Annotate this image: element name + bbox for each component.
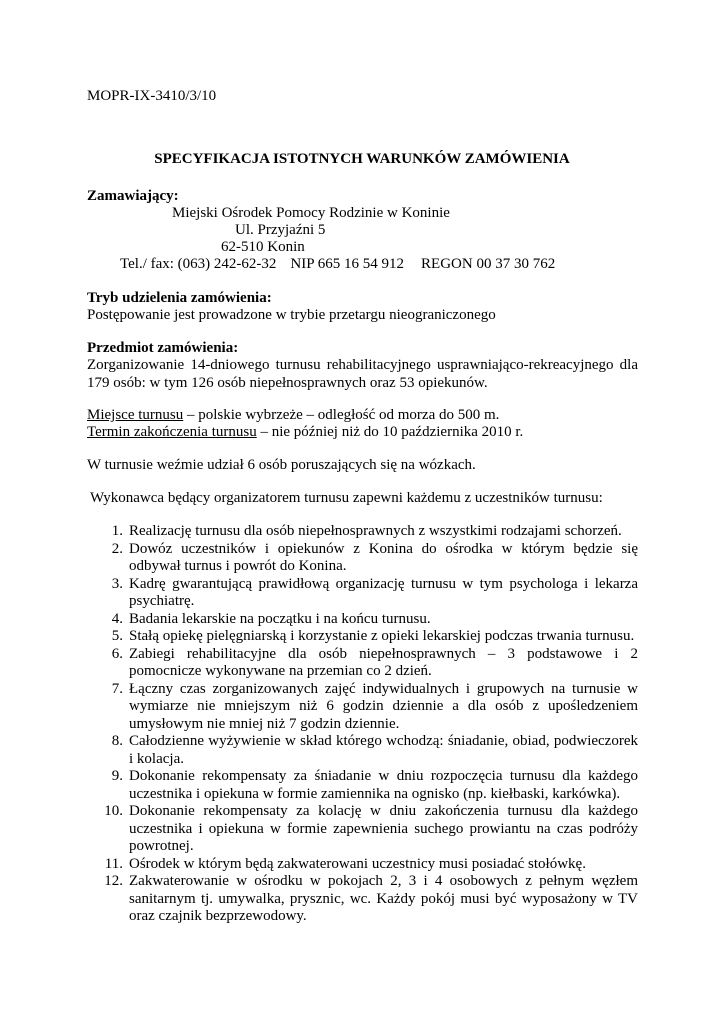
ordering-party-city: 62-510 Konin xyxy=(221,239,305,255)
list-item xyxy=(87,646,638,681)
list-item xyxy=(87,576,638,611)
requirements-list xyxy=(87,523,638,926)
contact-regon: REGON 00 37 30 762 xyxy=(421,256,556,272)
contractor-intro: Wykonawca będący organizatorem turnusu zapewni każdemu z uczestników turnusu: xyxy=(90,490,603,506)
list-item-text: Kadrę gwarantującą prawidłową organizację turnusu w tym psychologa i lekarza psychiatrę. xyxy=(129,575,638,609)
list-item-number: 2. xyxy=(111,540,123,557)
list-item-text: Stałą opiekę pielęgniarską i korzystanie z opieki lekarskiej podczas trwania turnusu. xyxy=(129,628,635,644)
list-item-number: 7. xyxy=(111,680,123,697)
reference-number: MOPR-IX-3410/3/10 xyxy=(87,88,217,104)
list-item-text: Dokonanie rekompensaty za kolację w dniu zakończenia turnusu dla każdego uczestnika i opiekuna w formie zapewnienia suchego prowiantu na czas podróży powrotnej. xyxy=(129,803,638,854)
list-item xyxy=(87,541,638,576)
list-item-number: 6. xyxy=(111,645,123,662)
list-item-number: 8. xyxy=(111,733,123,749)
list-item xyxy=(87,873,638,926)
list-item-text: Ośrodek w którym będą zakwaterowani uczestnicy musi posiadać stołówkę. xyxy=(129,855,586,872)
list-item xyxy=(87,681,638,734)
list-item-number: 4. xyxy=(111,610,123,627)
wheelchair-note: W turnusie weźmie udział 6 osób poruszających się na wózkach. xyxy=(87,457,476,473)
list-item-number: 12. xyxy=(104,873,123,889)
list-item-text: Realizację turnusu dla osób niepełnosprawnych z wszystkimi rodzajami schorzeń. xyxy=(129,523,622,539)
deadline-label: Termin zakończenia turnusu xyxy=(87,424,257,440)
list-item xyxy=(87,803,638,856)
list-item xyxy=(87,611,638,629)
list-item-number: 11. xyxy=(104,855,123,872)
subject-text: Zorganizowanie 14-dniowego turnusu rehabilitacyjnego usprawniająco-rekreacyjnego dla 179 osób: w tym 126 osób niepełnosprawnych oraz 53 opiekunów. xyxy=(87,357,638,391)
deadline-text: – nie później niż do 10 października 2010 r. xyxy=(256,424,524,440)
list-item-number: 5. xyxy=(111,628,123,644)
list-item xyxy=(87,768,638,803)
list-item-number: 3. xyxy=(111,575,123,592)
ordering-party-name: Miejski Ośrodek Pomocy Rodzinie w Koninie xyxy=(172,205,450,221)
contact-nip: NIP 665 16 54 912 xyxy=(290,256,405,272)
document-title: SPECYFIKACJA ISTOTNYCH WARUNKÓW ZAMÓWIENIA xyxy=(154,151,570,167)
list-item-text: Całodzienne wyżywienie w skład którego wchodzą: śniadanie, obiad, podwieczorek i kolacja. xyxy=(129,733,638,767)
list-item-text: Łączny czas zorganizowanych zajęć indywidualnych i grupowych na turnusie w wymiarze nie mniejszym niż 6 godzin dziennie a dla osób z upośledzeniem umysłowym nie mniej niż 7 godzin dziennie. xyxy=(129,680,638,732)
deadline-line xyxy=(87,424,523,442)
list-item-number: 1. xyxy=(111,523,123,539)
list-item xyxy=(87,856,638,874)
procedure-text: Postępowanie jest prowadzone w trybie przetargu nieograniczonego xyxy=(87,307,496,323)
list-item-number: 9. xyxy=(111,768,123,784)
ordering-party-heading: Zamawiający: xyxy=(87,188,179,204)
ordering-party-contact xyxy=(120,256,555,274)
list-item-text: Dokonanie rekompensaty za śniadanie w dniu rozpoczęcia turnusu dla każdego uczestnika i opiekuna w formie zamiennika na ognisko (np. kiełbaski, karkówka). xyxy=(129,768,638,802)
list-item-text: Badania lekarskie na początku i na końcu turnusu. xyxy=(129,610,431,627)
subject-heading: Przedmiot zamówienia: xyxy=(87,340,239,356)
list-item-number: 10. xyxy=(104,803,123,819)
list-item xyxy=(87,523,638,541)
ordering-party-street: Ul. Przyjaźni 5 xyxy=(235,222,326,238)
list-item-text: Dowóz uczestników i opiekunów z Konina do ośrodka w którym będzie się odbywał turnus i powrót do Konina. xyxy=(129,540,638,574)
location-label: Miejsce turnusu xyxy=(87,407,184,423)
list-item-text: Zakwaterowanie w ośrodku w pokojach 2, 3 i 4 osobowych z pełnym węzłem sanitarnym tj. umywalka, prysznic, wc. Każdy pokój musi być wyposażony w TV oraz czajnik bezprzewodowy. xyxy=(129,873,638,924)
list-item-text: Zabiegi rehabilitacyjne dla osób niepełnosprawnych – 3 podstawowe i 2 pomocnicze wykonywane na przemian co 2 dzień. xyxy=(129,645,638,679)
location-text: – polskie wybrzeże – odległość od morza do 500 m. xyxy=(183,407,500,423)
procedure-heading: Tryb udzielenia zamówienia: xyxy=(87,290,272,306)
list-item xyxy=(87,733,638,768)
contact-phone: Tel./ fax: (063) 242-62-32 xyxy=(120,256,277,272)
list-item xyxy=(87,628,638,646)
location-line xyxy=(87,407,499,425)
